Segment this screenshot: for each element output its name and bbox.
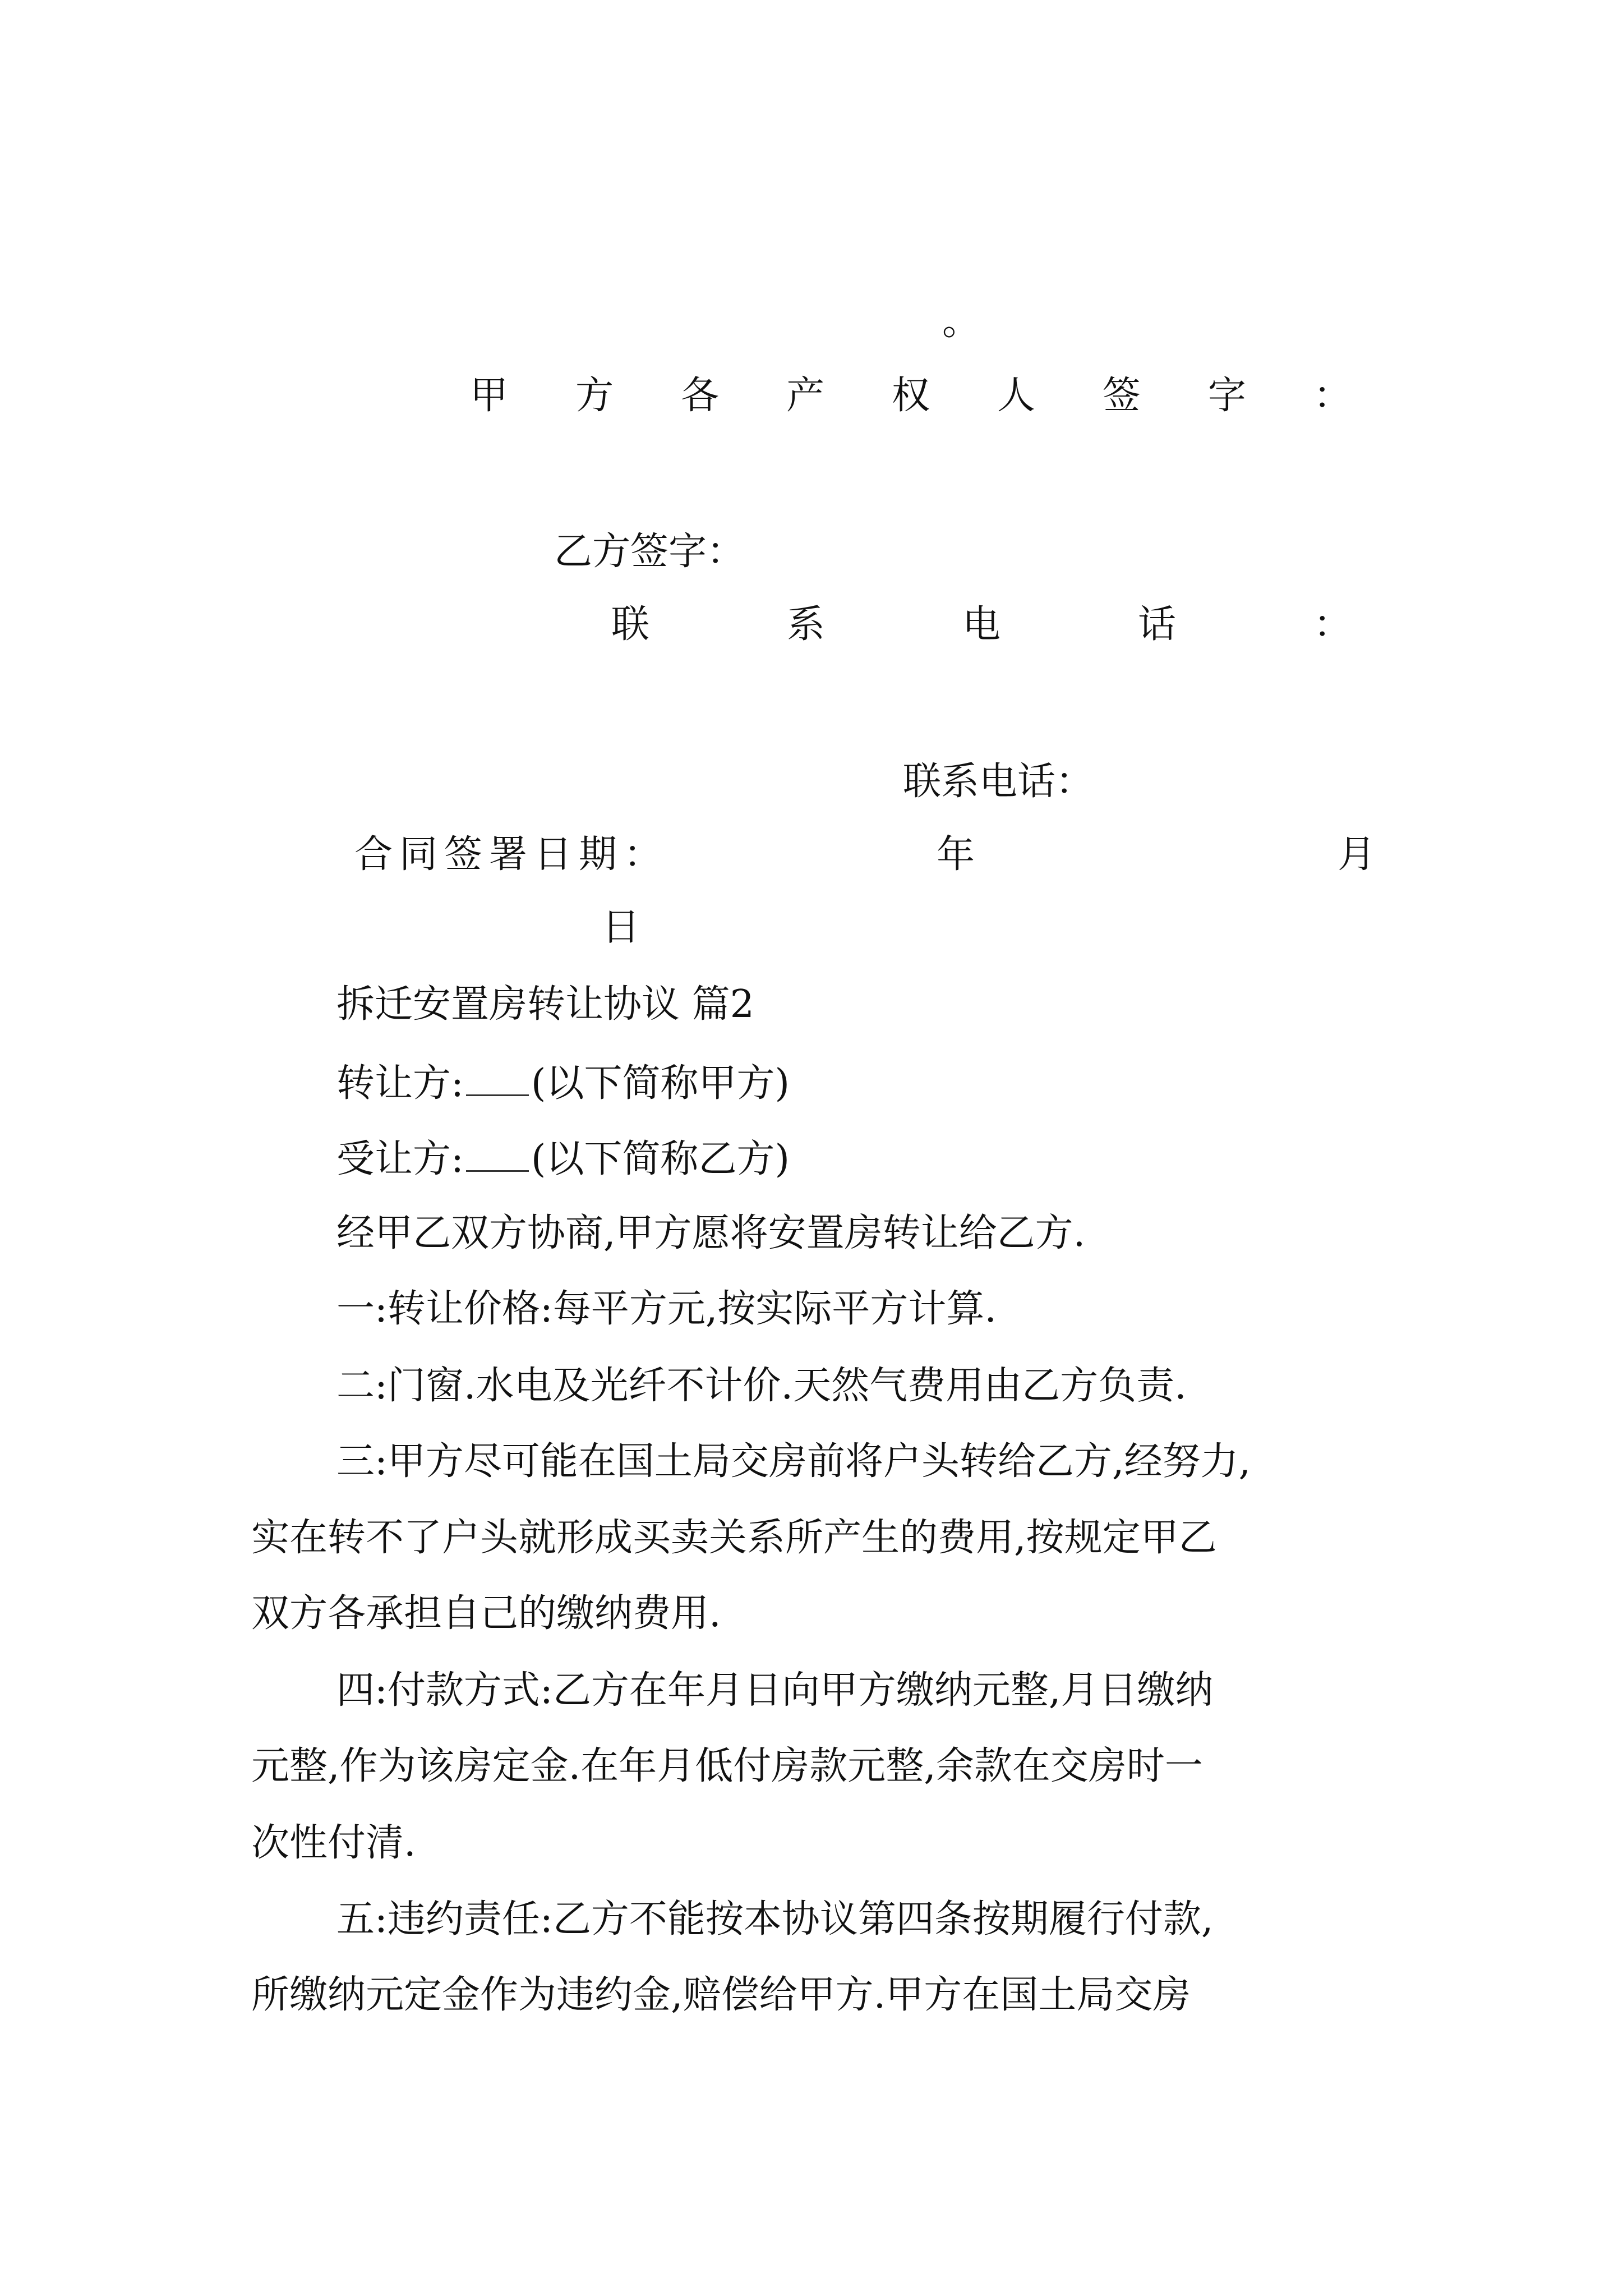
phone-char: 系 — [786, 602, 825, 647]
sig-char: 权 — [891, 374, 930, 418]
phone-char: ： — [1313, 602, 1352, 647]
party-a-signature-label — [470, 374, 1352, 418]
transferor-label: 转让方: — [336, 1061, 464, 1106]
transferee-line — [336, 1138, 1458, 1179]
transferee-blank — [466, 1138, 529, 1172]
clause-3-line-3: 双方各承担自己的缴纳费用. — [251, 1591, 721, 1636]
sign-date-day: 日 — [602, 905, 640, 950]
phone-char: 话 — [1137, 602, 1176, 647]
party-b-signature-label: 乙方签字： — [554, 530, 745, 574]
sign-date-label: 合同签署日期： — [354, 832, 669, 877]
clause-5-line-1: 五:违约责任:乙方不能按本协议第四条按期履行付款, — [336, 1897, 1214, 1941]
agreement-title: 拆迁安置房转让协议 篇2 — [336, 982, 754, 1027]
sig-char: 甲 — [470, 374, 509, 418]
sig-char: ： — [1313, 374, 1352, 418]
sig-char: 字 — [1207, 374, 1246, 418]
period-mark: 。 — [942, 300, 981, 344]
contact-phone-label — [611, 602, 1352, 647]
clause-3-line-2: 实在转不了户头就形成买卖关系所产生的费用,按规定甲乙 — [251, 1516, 1217, 1560]
transferor-blank — [466, 1062, 529, 1096]
clause-5-line-2: 所缴纳元定金作为违约金,赔偿给甲方.甲方在国土局交房 — [251, 1973, 1191, 2017]
clause-4-line-2: 元整,作为该房定金.在年月低付房款元整,余款在交房时一 — [251, 1744, 1203, 1788]
transferee-suffix: (以下简称乙方) — [531, 1137, 790, 1181]
transferor-line — [336, 1061, 1458, 1106]
sig-char: 人 — [997, 374, 1035, 418]
clause-2: 二:门窗.水电及光纤不计价.天然气费用由乙方负责. — [336, 1364, 1187, 1408]
clause-4-line-1: 四:付款方式:乙方在年月日向甲方缴纳元整,月日缴纳 — [336, 1668, 1214, 1713]
transferor-suffix: (以下简称甲方) — [531, 1061, 790, 1106]
clause-1: 一:转让价格:每平方元,按实际平方计算. — [336, 1287, 997, 1331]
contact-phone-label-2: 联系电话： — [903, 760, 1094, 804]
clause-3-line-1: 三:甲方尽可能在国土局交房前将户头转给乙方,经努力, — [336, 1439, 1251, 1484]
sign-date-month: 月 — [1338, 832, 1376, 877]
sig-char: 各 — [680, 374, 719, 418]
sig-char: 签 — [1102, 374, 1141, 418]
sign-date-year: 年 — [937, 832, 975, 877]
phone-char: 电 — [962, 602, 1000, 647]
sig-char: 产 — [786, 374, 824, 418]
transferee-label: 受让方: — [336, 1137, 464, 1181]
clause-4-line-3: 次性付清. — [251, 1821, 416, 1865]
intro-paragraph: 经甲乙双方协商,甲方愿将安置房转让给乙方. — [336, 1211, 1086, 1255]
phone-char: 联 — [611, 602, 650, 647]
sig-char: 方 — [575, 374, 614, 418]
